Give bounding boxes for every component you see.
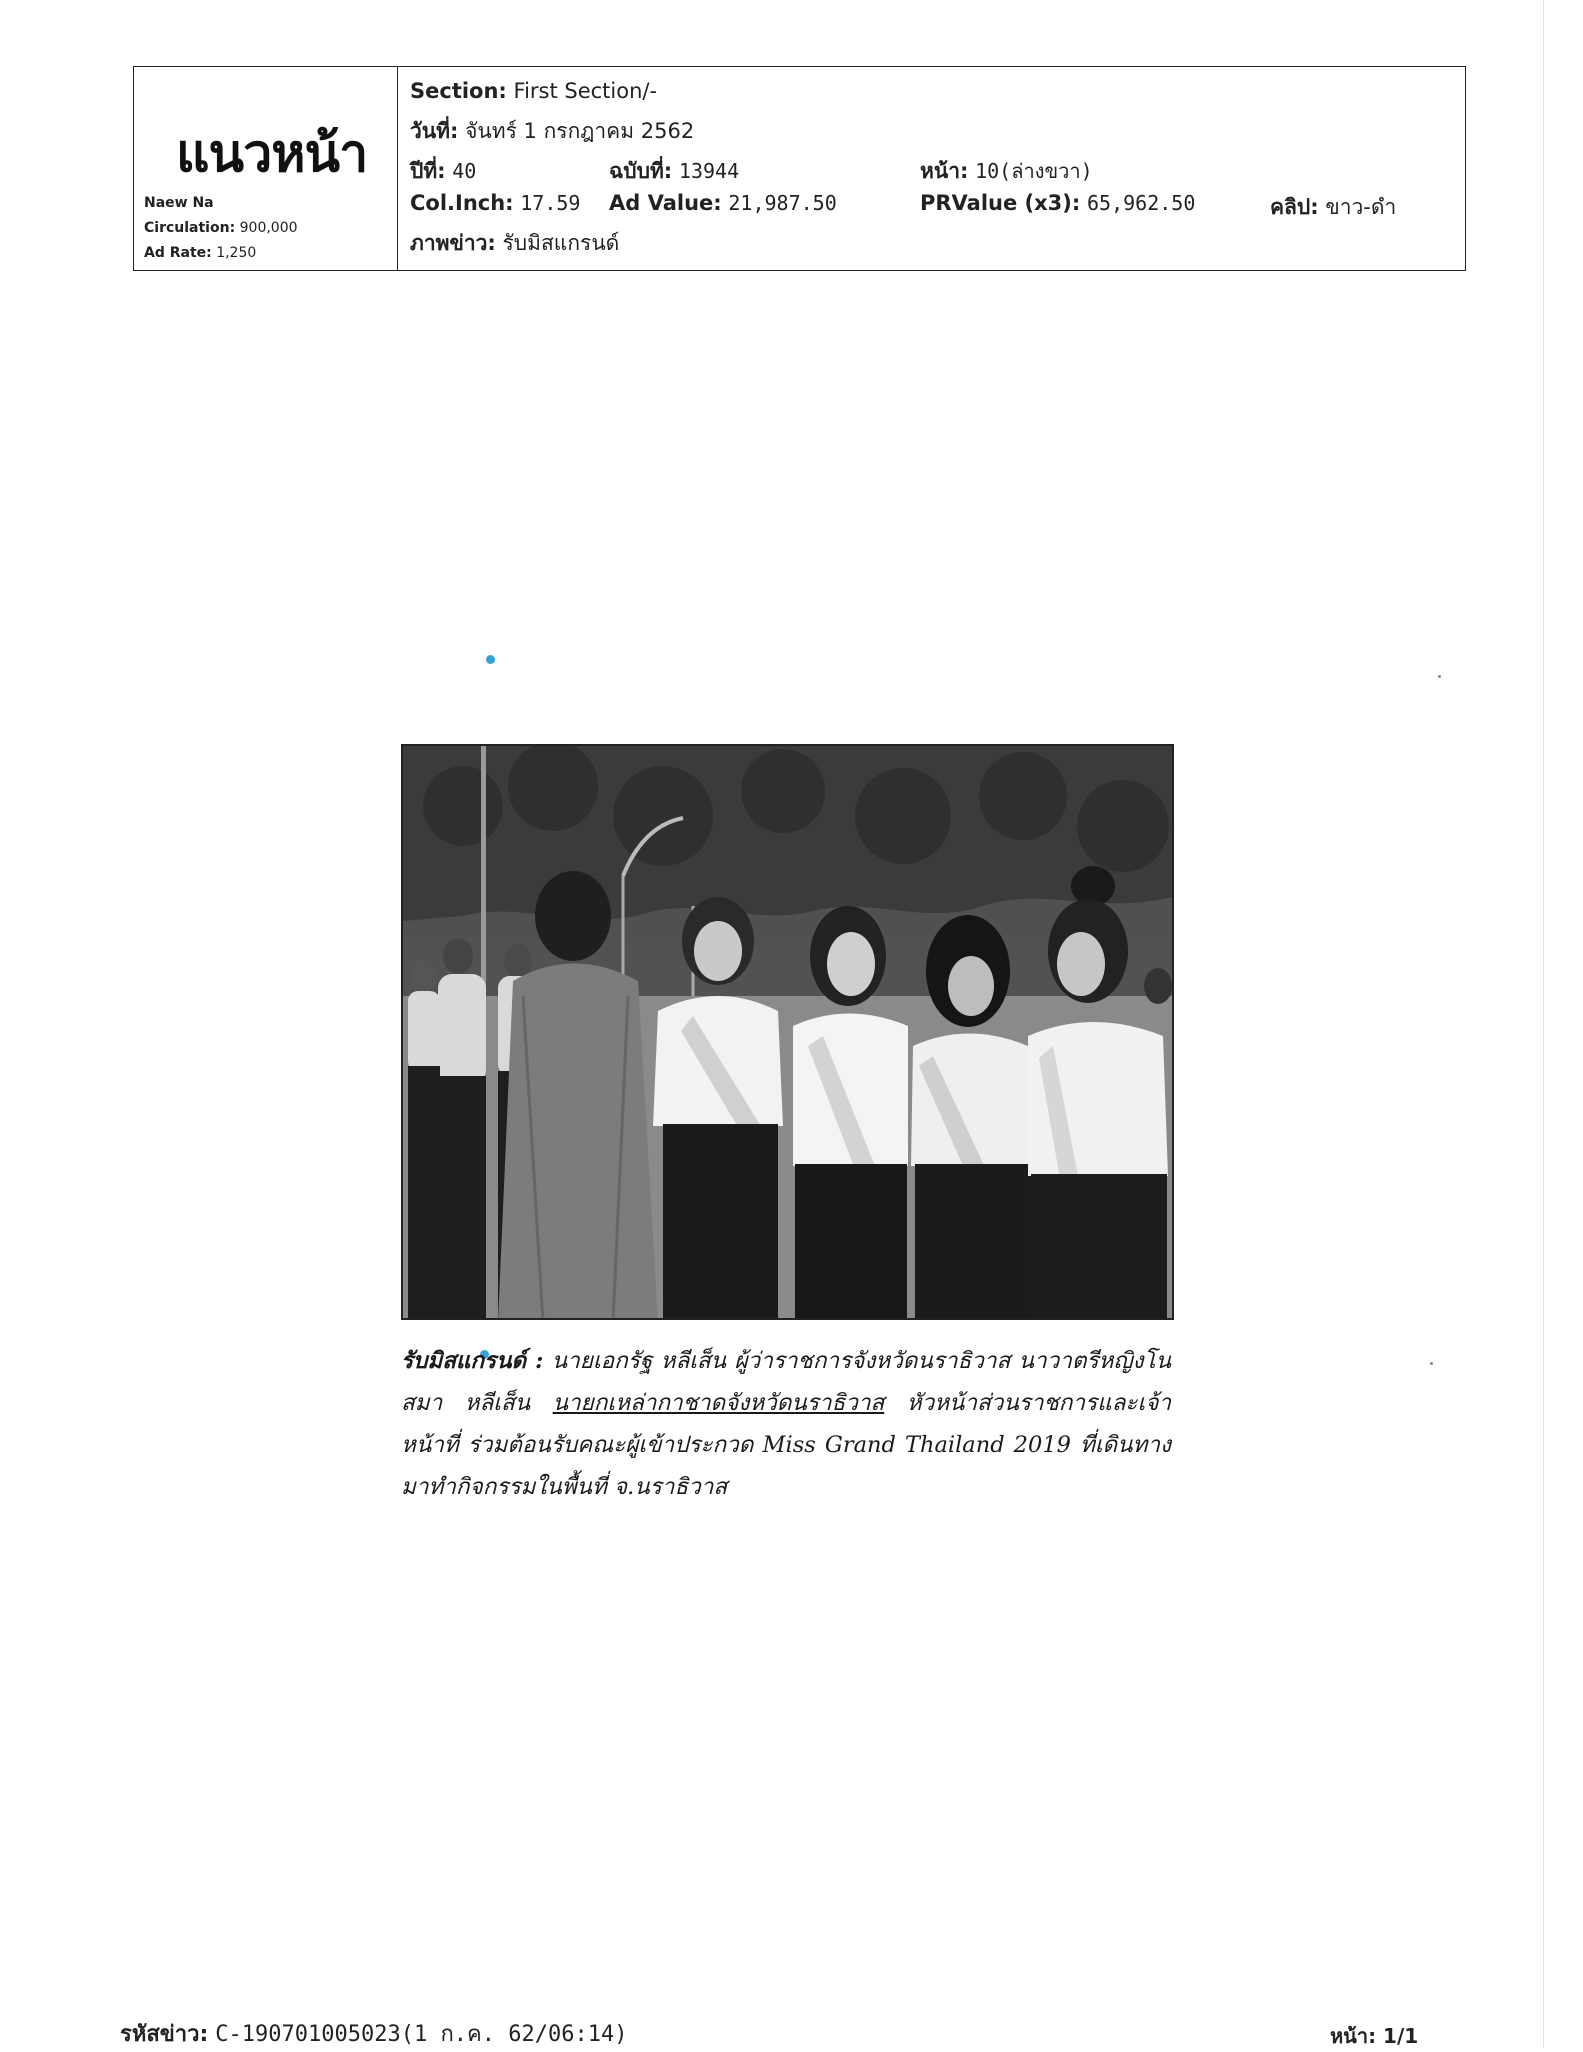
scan-edge-line bbox=[1543, 0, 1544, 2048]
marker-dot bbox=[486, 655, 495, 664]
ad-rate: Ad Rate: 1,250 bbox=[144, 245, 257, 261]
page-number: หน้า: 1/1 bbox=[1330, 2024, 1419, 2048]
clipping-header bbox=[133, 66, 1466, 271]
publication-panel bbox=[134, 67, 398, 270]
advalue-field: Ad Value: 21,987.50 bbox=[609, 191, 837, 215]
caption-text-continued: หัวหน้าส่วนราชการและเจ้าหน้าที่ ร่วมต้อนรับคณะผู้เข้าประกวด Miss Grand Thailand 2019 ที่เดินทางมาทำกิจกรรมในพื้นที่ จ.นราธิวาส bbox=[401, 1390, 1172, 1500]
caption-text: นายเอกรัฐ หลีเส็น ผู้ว่าราชการจังหวัดนราธิวาส นาวาตรีหญิงโนสมา หลีเส็น bbox=[401, 1348, 1171, 1416]
metadata-panel bbox=[410, 67, 1465, 270]
page-field: หน้า: 10(ล่างขวา) bbox=[920, 159, 1093, 183]
publication-name: Naew Na bbox=[144, 195, 214, 211]
year-field: ปีที่: 40 bbox=[410, 159, 477, 183]
colinch-field: Col.Inch: 17.59 bbox=[410, 191, 581, 215]
newspaper-logo: แนวหน้า bbox=[176, 124, 368, 184]
clip-field: คลิป: ขาว-ดำ bbox=[1270, 195, 1397, 219]
news-photo bbox=[401, 744, 1174, 1320]
news-code: รหัสข่าว: C-190701005023(1 ก.ค. 62/06:14) bbox=[120, 2022, 628, 2047]
news-photo-field: ภาพข่าว: รับมิสแกรนด์ bbox=[410, 231, 620, 255]
scan-speck bbox=[1430, 1362, 1433, 1365]
photo-caption bbox=[401, 1340, 1171, 1508]
caption-title: รับมิสแกรนด์ : bbox=[401, 1348, 544, 1374]
circulation: Circulation: 900,000 bbox=[144, 220, 298, 236]
news-photo-image bbox=[403, 746, 1174, 1320]
prvalue-field: PRValue (x3): 65,962.50 bbox=[920, 191, 1196, 215]
caption-underlined-text: นายกเหล่ากาชาดจังหวัดนราธิวาส bbox=[552, 1390, 885, 1416]
scan-speck bbox=[1438, 675, 1441, 678]
issue-field: ฉบับที่: 13944 bbox=[609, 159, 740, 183]
date-field: วันที่: จันทร์ 1 กรกฎาคม 2562 bbox=[410, 119, 695, 143]
section-field: Section: First Section/- bbox=[410, 79, 658, 103]
